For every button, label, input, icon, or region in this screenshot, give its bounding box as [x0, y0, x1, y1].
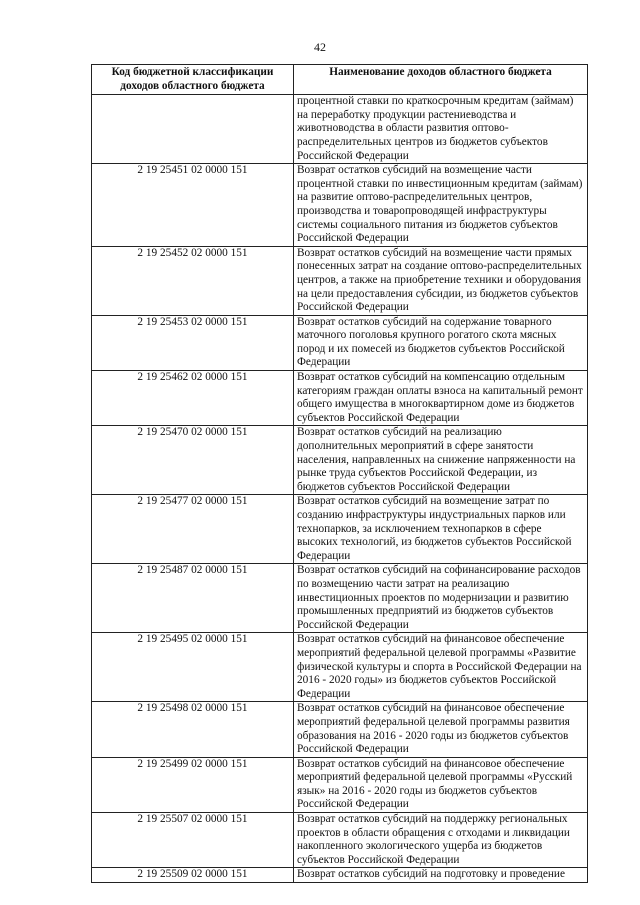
table-row: [92, 315, 588, 370]
code-cell: 2 19 25453 02 0000 151: [92, 315, 294, 370]
name-cell: Возврат остатков субсидий на финансовое обеспечение мероприятий федеральной целевой программы развития образования на 2016 - 2020 годы из бюджетов субъектов Российской Федерации: [294, 702, 588, 757]
code-cell: 2 19 25487 02 0000 151: [92, 564, 294, 633]
table-row: [92, 813, 588, 868]
page-number: 42: [314, 40, 326, 54]
name-cell: Возврат остатков субсидий на подготовку и проведение: [294, 868, 588, 883]
continued-name-cell: процентной ставки по краткосрочным кредитам (займам) на переработку продукции растениеводства и животноводства в области развития оптово-распределительных центров из бюджетов субъектов Российской Федерации: [294, 95, 588, 164]
table-row: [92, 371, 588, 426]
name-cell: Возврат остатков субсидий на возмещение затрат по созданию инфраструктуры индустриальных парков или технопарков, за исключением технопарков в сфере высоких технологий, из бюджетов субъектов Российской Федерации: [294, 495, 588, 564]
code-cell: 2 19 25452 02 0000 151: [92, 246, 294, 315]
code-cell: 2 19 25498 02 0000 151: [92, 702, 294, 757]
table-header-row: [92, 65, 588, 95]
table-row: [92, 633, 588, 702]
table-row-continued: [92, 95, 588, 164]
name-cell: Возврат остатков субсидий на возмещение части процентной ставки по инвестиционным кредитам (займам) на развитие оптово-распределительных центров, производства и товаропроводящей инфраструктуры системы социального питания из бюджетов субъектов Российской Федерации: [294, 164, 588, 247]
code-cell: 2 19 25507 02 0000 151: [92, 813, 294, 868]
code-cell: 2 19 25499 02 0000 151: [92, 757, 294, 812]
table-row: [92, 164, 588, 247]
budget-classification-table: [91, 64, 588, 883]
code-cell: 2 19 25509 02 0000 151: [92, 868, 294, 883]
code-cell: 2 19 25495 02 0000 151: [92, 633, 294, 702]
name-cell: Возврат остатков субсидий на содержание товарного маточного поголовья крупного рогатого скота мясных пород и их помесей из бюджетов субъектов Российской Федерации: [294, 315, 588, 370]
name-cell: Возврат остатков субсидий на компенсацию отдельным категориям граждан оплаты взноса на капитальный ремонт общего имущества в многоквартирном доме из бюджетов субъектов Российской Федерации: [294, 371, 588, 426]
table-row: [92, 757, 588, 812]
name-cell: Возврат остатков субсидий на возмещение части прямых понесенных затрат на создание оптово-распределительных центров, а также на приобретение техники и оборудования на цели предоставления субсидии, из бюджетов субъектов Российской Федерации: [294, 246, 588, 315]
name-cell: Возврат остатков субсидий на финансовое обеспечение мероприятий федеральной целевой программы «Русский язык» на 2016 - 2020 годы из бюджетов субъектов Российской Федерации: [294, 757, 588, 812]
name-cell: Возврат остатков субсидий на поддержку региональных проектов в области обращения с отходами и ликвидации накопленного экологического ущерба из бюджетов субъектов Российской Федерации: [294, 813, 588, 868]
table-row: [92, 868, 588, 883]
code-cell: 2 19 25451 02 0000 151: [92, 164, 294, 247]
header-name: Наименование доходов областного бюджета: [294, 65, 588, 95]
name-cell: Возврат остатков субсидий на софинансирование расходов по возмещению части затрат на реализацию инвестиционных проектов по модернизации и развитию промышленных предприятий из бюджетов субъектов Российской Федерации: [294, 564, 588, 633]
code-cell: 2 19 25470 02 0000 151: [92, 426, 294, 495]
continued-code-cell: [92, 95, 294, 164]
table-row: [92, 702, 588, 757]
table-row: [92, 246, 588, 315]
code-cell: 2 19 25462 02 0000 151: [92, 371, 294, 426]
name-cell: Возврат остатков субсидий на финансовое обеспечение мероприятий федеральной целевой программы «Развитие физической культуры и спорта в Российской Федерации на 2016 - 2020 годы» из бюджетов субъектов Российской Федерации: [294, 633, 588, 702]
header-code: Код бюджетной классификации доходов областного бюджета: [92, 65, 294, 95]
table-row: [92, 495, 588, 564]
table-row: [92, 564, 588, 633]
table-row: [92, 426, 588, 495]
code-cell: 2 19 25477 02 0000 151: [92, 495, 294, 564]
name-cell: Возврат остатков субсидий на реализацию дополнительных мероприятий в сфере занятости населения, направленных на снижение напряженности на рынке труда субъектов Российской Федерации, из бюджетов субъектов Российской Федерации: [294, 426, 588, 495]
